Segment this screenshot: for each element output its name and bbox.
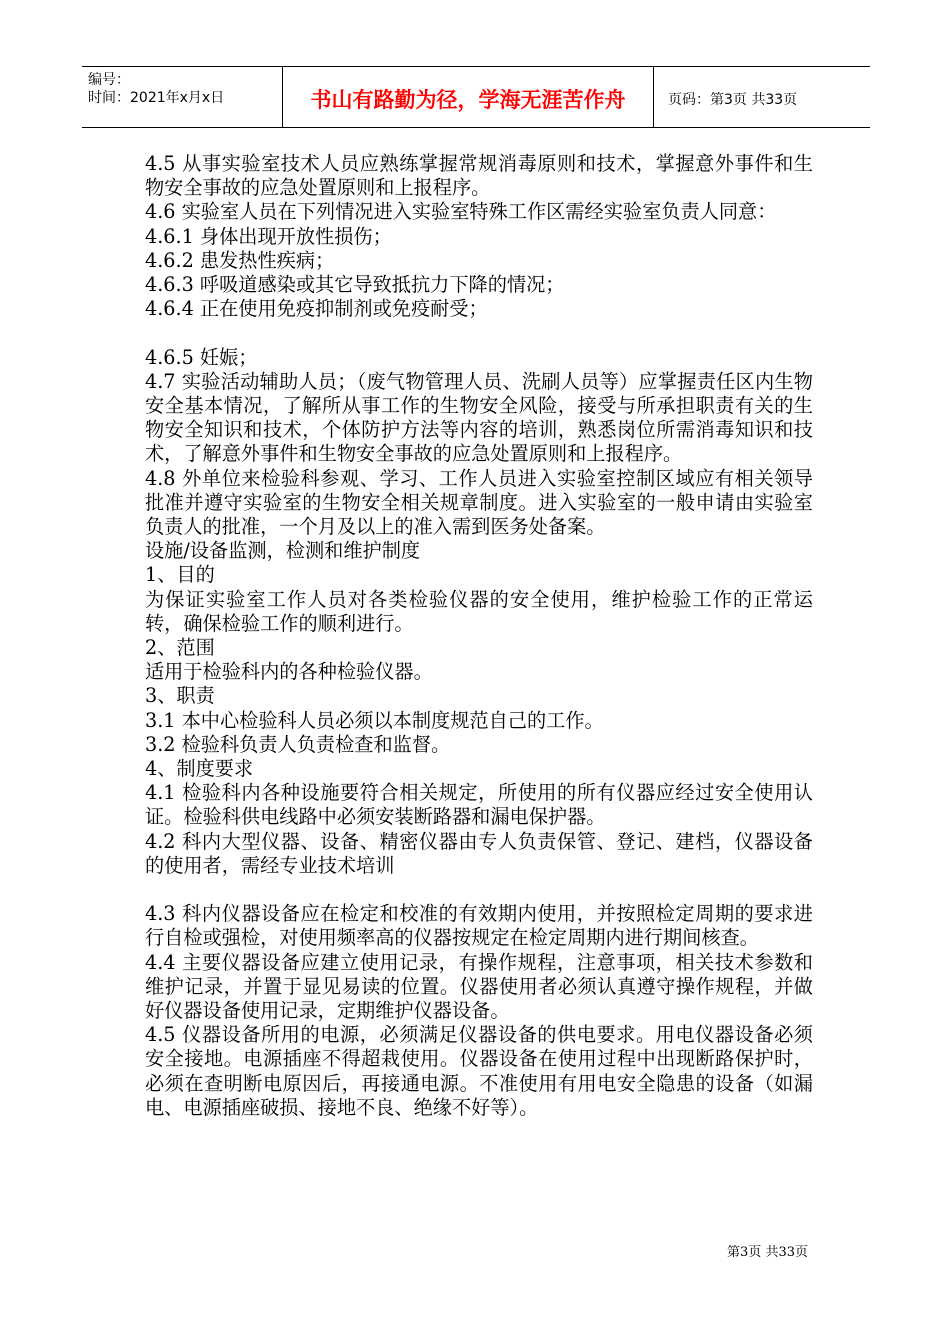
paragraph: 4.6.2 患发热性疾病； (145, 248, 335, 272)
paragraph: 4.6.1 身体出现开放性损伤； (145, 224, 392, 248)
paragraph: 3.1 本中心检验科人员必须以本制度规范自己的工作。 (145, 708, 604, 732)
header-meta (82, 67, 282, 127)
paragraph: 4.6.5 妊娠； (145, 345, 258, 369)
paragraph: 4.1 检验科内各种设施要符合相关规定，所使用的所有仪器应经过安全使用认证。检验科供电线路中必须安装断路器和漏电保护器。 (145, 781, 813, 829)
paragraph: 3.2 检验科负责人负责检查和监督。 (145, 732, 451, 756)
section-heading: 1、目的 (145, 563, 215, 587)
page-footer: 第3页 共33页 (727, 1245, 808, 1260)
header-page-info: 页码：第3页 共33页 (668, 92, 798, 108)
document-number-label: 编号： (88, 72, 130, 88)
page-header (82, 66, 870, 128)
paragraph: 4.6.3 呼吸道感染或其它导致抵抗力下降的情况； (145, 273, 565, 297)
section-heading: 3、职责 (145, 684, 215, 708)
paragraph: 4.5 从事实验室技术人员应熟练掌握常规消毒原则和技术，掌握意外事件和生物安全事故的应急处置原则和上报程序。 (145, 152, 813, 200)
section-heading: 设施/设备监测，检测和维护制度 (145, 539, 421, 563)
header-motto: 书山有路勤为径，学海无涯苦作舟 (282, 67, 654, 127)
document-date-label: 时间：2021年x月x日 (88, 90, 225, 106)
paragraph: 4.5 仪器设备所用的电源，必须满足仪器设备的供电要求。用电仪器设备必须安全接地。电源插座不得超栽使用。仪器设备在使用过程中出现断路保护时，必须在查明断电原因后，再接通电源。不准使用有用电安全隐患的设备（如漏电、电源插座破损、接地不良、绝缘不好等）。 (145, 1023, 813, 1119)
section-heading: 4、制度要求 (145, 757, 254, 781)
paragraph: 为保证实验室工作人员对各类检验仪器的安全使用，维护检验工作的正常运转，确保检验工作的顺利进行。 (145, 587, 813, 635)
paragraph: 4.6.4 正在使用免疫抑制剂或免疫耐受； (145, 297, 488, 321)
paragraph: 4.6 实验室人员在下列情况进入实验室特殊工作区需经实验室负责人同意： (145, 200, 777, 224)
paragraph: 4.4 主要仪器设备应建立使用记录，有操作规程，注意事项，相关技术参数和维护记录，并置于显见易读的位置。仪器使用者必须认真遵守操作规程，并做好仪器设备使用记录，定期维护仪器设备。 (145, 950, 813, 1023)
paragraph: 4.8 外单位来检验科参观、学习、工作人员进入实验室控制区域应有相关领导批准并遵守实验室的生物安全相关规章制度。进入实验室的一般申请由实验室负责人的批准，一个月及以上的准入需到医务处备案。 (145, 466, 813, 539)
document-body (145, 152, 813, 1120)
paragraph: 4.2 科内大型仪器、设备、精密仪器由专人负责保管、登记、建档，仪器设备的使用者，需经专业技术培训 (145, 829, 813, 877)
paragraph: 适用于检验科内的各种检验仪器。 (145, 660, 433, 684)
paragraph: 4.3 科内仪器设备应在检定和校准的有效期内使用，并按照检定周期的要求进行自检或强检，对使用频率高的仪器按规定在检定周期内进行期间核查。 (145, 902, 813, 950)
section-heading: 2、范围 (145, 636, 215, 660)
paragraph: 4.7 实验活动辅助人员；（废气物管理人员、洗刷人员等）应掌握责任区内生物安全基本情况，了解所从事工作的生物安全风险，接受与所承担职责有关的生物安全知识和技术，个体防护方法等内容的培训，熟悉岗位所需消毒知识和技术，了解意外事件和生物安全事故的应急处置原则和上报程序。 (145, 369, 813, 466)
blank-line (145, 878, 813, 902)
blank-line (145, 321, 813, 345)
